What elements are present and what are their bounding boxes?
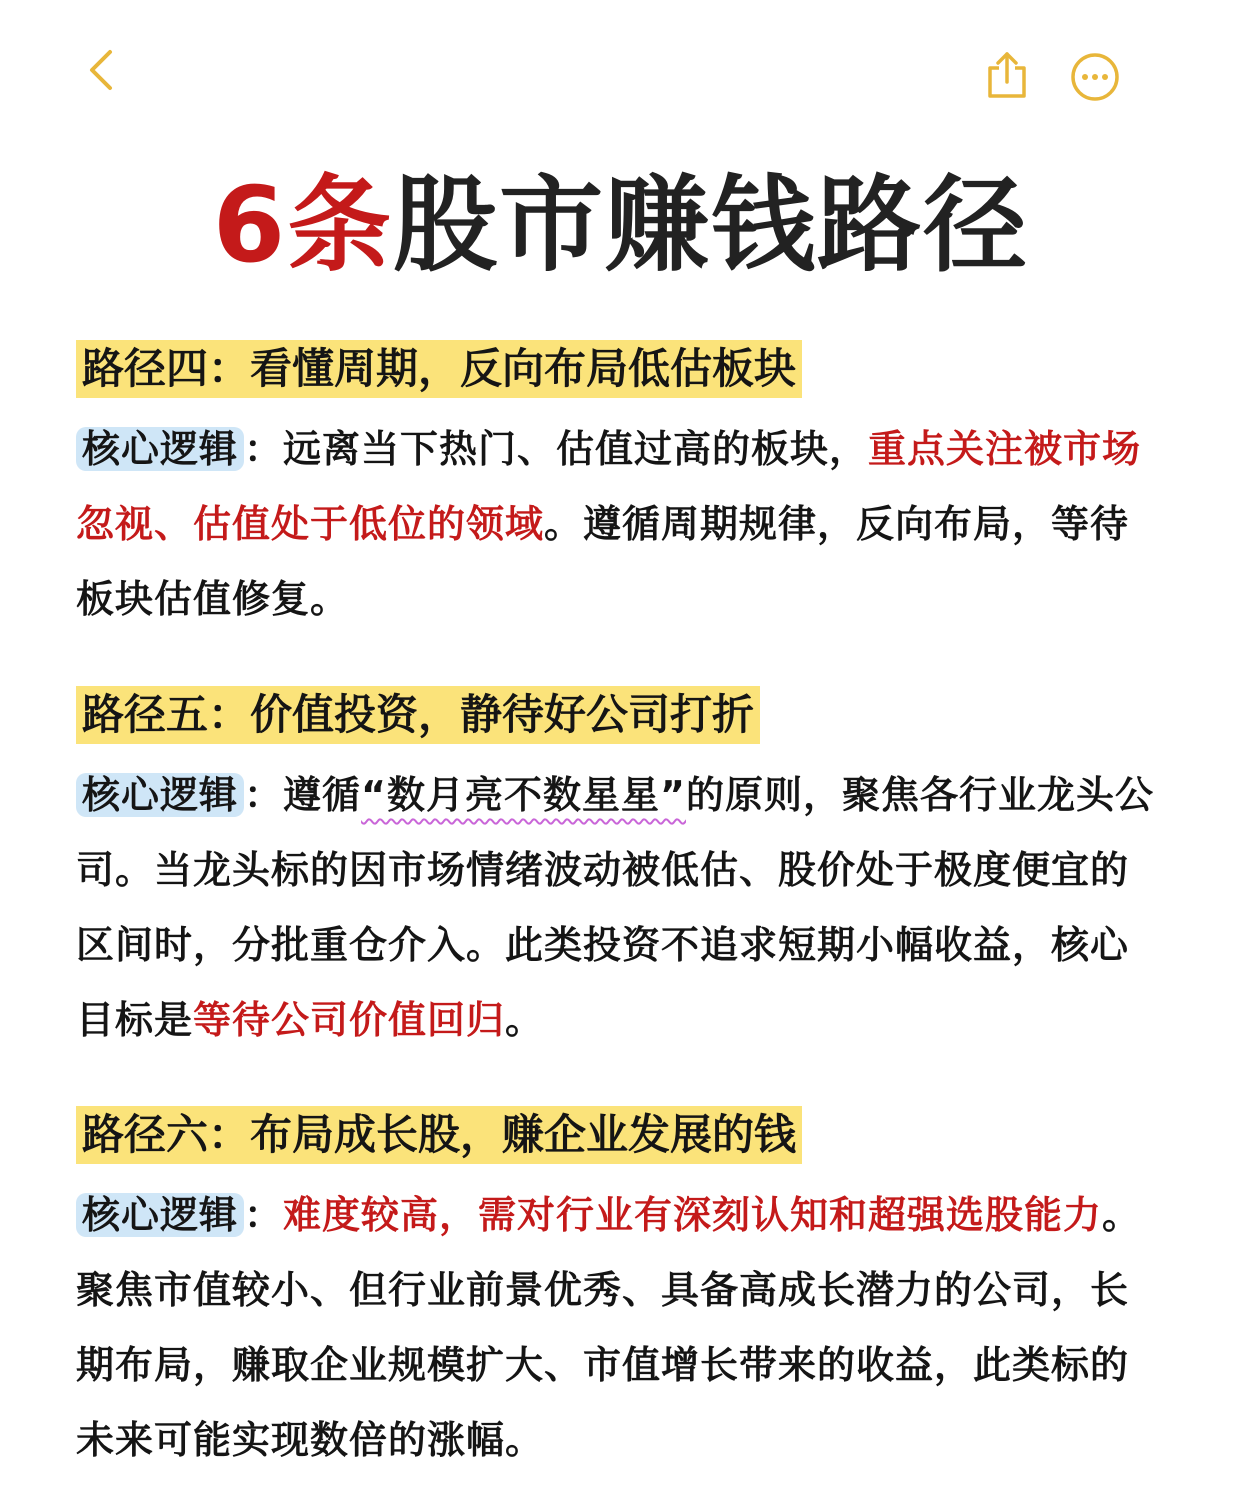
share-icon[interactable] — [980, 48, 1034, 102]
highlight-text: 重点关注被市场忽视、估值处于低位的领域 — [76, 427, 1142, 546]
more-icon[interactable] — [1068, 50, 1122, 104]
body-text: 。 — [505, 998, 545, 1042]
page-title — [0, 160, 1242, 290]
section-body: 核心逻辑 ：远离当下热门、估值过高的板块，重点关注被市场忽视、估值处于低位的领域。遵循周期规律，反向布局，等待板块估值修复。 — [76, 427, 1142, 621]
title-number: 6条 — [212, 164, 394, 286]
section-heading: 路径四：看懂周期，反向布局低估板块 — [76, 340, 802, 398]
section-path-4 — [76, 340, 1166, 637]
chevron-left-icon[interactable] — [78, 46, 126, 94]
top-bar — [0, 0, 1242, 140]
section-heading: 路径六：布局成长股，赚企业发展的钱 — [76, 1106, 802, 1164]
section-path-5 — [76, 686, 1166, 1058]
highlight-text: 难度较高，需对行业有深刻认知和超强选股能力 — [283, 1193, 1103, 1237]
core-logic-tag: 核心逻辑 — [76, 427, 244, 471]
body-text: 。聚焦市值较小、但行业前景优秀、具备高成长潜力的公司，长期布局，赚取企业规模扩大、市值增长带来的收益，此类标的未来可能实现数倍的涨幅。 — [76, 1193, 1142, 1462]
body-text: 的原则，聚焦各行业龙头公司。当龙头标的因市场情绪波动被低估、股价处于极度便宜的区间时，分批重仓介入。此类投资不追求短期小幅收益，核心目标是 — [76, 773, 1155, 1042]
title-main: 股市赚钱路径 — [393, 164, 1030, 286]
body-text: 遵循 — [283, 773, 362, 817]
section-heading: 路径五：价值投资，静待好公司打折 — [76, 686, 760, 744]
core-logic-tag: 核心逻辑 — [76, 1193, 244, 1237]
section-path-6 — [76, 1106, 1166, 1478]
section-body: 核心逻辑 ：遵循“数月亮不数星星”的原则，聚焦各行业龙头公司。当龙头标的因市场情绪波动被低估、股价处于极度便宜的区间时，分批重仓介入。此类投资不追求短期小幅收益，核心目标是等待公司价值回归。 — [76, 773, 1155, 1042]
highlight-text: 等待公司价值回归 — [193, 998, 506, 1042]
section-body: 核心逻辑 ：难度较高，需对行业有深刻认知和超强选股能力。聚焦市值较小、但行业前景优秀、具备高成长潜力的公司，长期布局，赚取企业规模扩大、市值增长带来的收益，此类标的未来可能实现数倍的涨幅。 — [76, 1193, 1142, 1462]
body-text: 。遵循周期规律，反向布局，等待板块估值修复。 — [76, 502, 1130, 621]
body-text: 远离当下热门、估值过高的板块， — [283, 427, 869, 471]
wavy-underlined-quote: “数月亮不数星星” — [361, 773, 686, 817]
core-logic-tag: 核心逻辑 — [76, 773, 244, 817]
